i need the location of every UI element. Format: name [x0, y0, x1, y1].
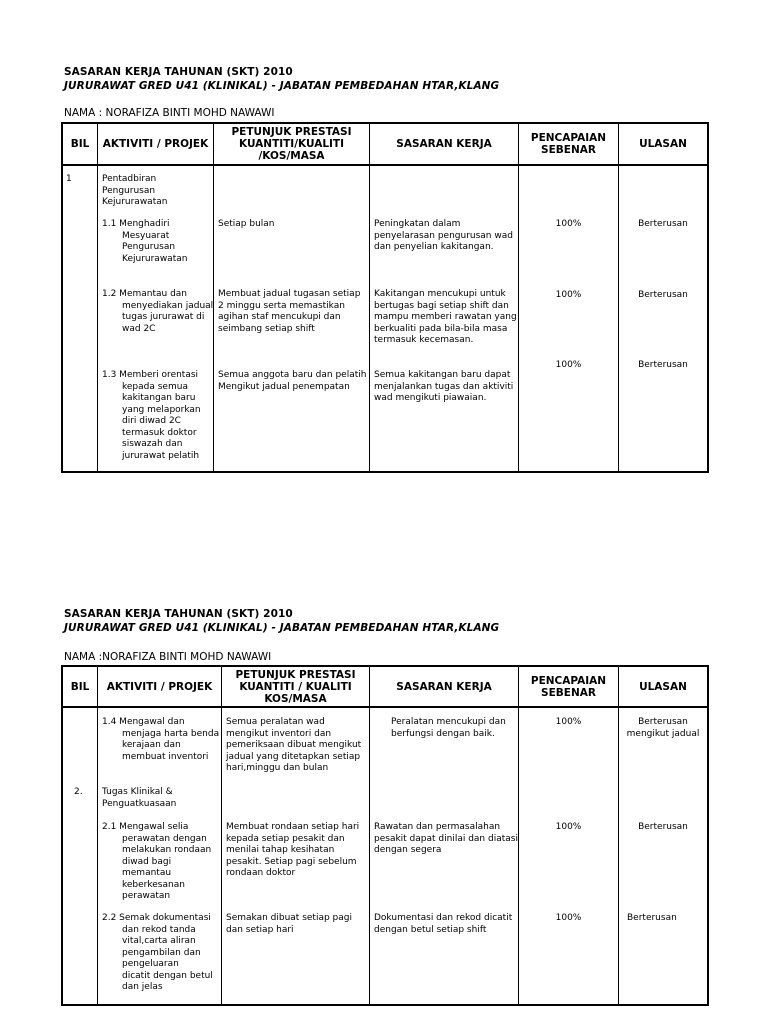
header-bil: BIL — [70, 138, 90, 150]
row-ulasan: Berterusan — [638, 822, 688, 832]
staff-name: NAMA :NORAFIZA BINTI MOHD NAWAWI — [64, 651, 272, 663]
row-ulasan: Berterusan mengikut jadual — [626, 717, 700, 739]
row-sasaran: Rawatan dan permasalahan pesakit dapat dinilai dan diatasi dengan segera — [374, 822, 518, 855]
row-petunjuk: Membuat rondaan setiap hari kepada setiap pesakit dan menilai tahap kesihatan pesakit. Setiap pagi sebelum rondaan doktor — [226, 822, 360, 878]
row-petunjuk: Semakan dibuat setiap pagi dan setiap hari — [226, 913, 352, 935]
row-sasaran: Semua kakitangan baru dapat menjalankan tugas dan aktiviti wad mengikuti piawaian. — [374, 370, 514, 403]
row-pencapaian: 100% — [555, 822, 582, 832]
document-title: SASARAN KERJA TAHUNAN (SKT) 2010 — [64, 66, 293, 78]
row-ulasan: Berterusan — [638, 360, 688, 370]
document-subtitle: JURURAWAT GRED U41 (KLINIKAL) - JABATAN PEMBEDAHAN HTAR,KLANG — [64, 622, 500, 634]
staff-name: NAMA : NORAFIZA BINTI MOHD NAWAWI — [64, 107, 275, 119]
header-aktiviti: AKTIVITI / PROJEK — [102, 138, 209, 150]
row-pencapaian: 100% — [555, 360, 582, 370]
row-aktiviti: 1.4 Mengawal dan menjaga harta benda kerajaan dan membuat inventori — [102, 717, 220, 762]
row-ulasan: Berterusan — [638, 219, 688, 229]
header-aktiviti: AKTIVITI / PROJEK — [106, 680, 213, 693]
header-bil: BIL — [70, 680, 90, 693]
row-aktiviti: 1.2 Memantau dan menyediakan jadual tugas jururawat di wad 2C — [102, 289, 214, 334]
row-pencapaian: 100% — [555, 219, 582, 229]
row-pencapaian: 100% — [555, 717, 582, 727]
row-ulasan: Berterusan — [627, 913, 677, 923]
row-pencapaian: 100% — [555, 913, 582, 923]
header-ulasan: ULASAN — [639, 138, 687, 150]
row-petunjuk: Semua peralatan wad mengikut inventori dan pemeriksaan dibuat mengikut jadual yang ditetapkan setiap hari,minggu dan bulan — [226, 717, 362, 773]
row-petunjuk: Membuat jadual tugasan setiap 2 minggu serta memastikan agihan staf mencukupi dan seimbang setiap shift — [218, 289, 361, 334]
skt-table-1 — [61, 122, 709, 473]
header-sasaran: SASARAN KERJA — [396, 680, 492, 693]
row-pencapaian: 100% — [555, 290, 582, 300]
bil-number: 2. — [74, 787, 83, 797]
row-aktiviti: 1.3 Memberi orentasi kepada semua kakitangan baru yang melaporkan diri diwad 2C termasuk doktor siswazah dan jururawat pelatih — [102, 370, 201, 461]
group-heading: Pentadbiran Pengurusan Kejururawatan — [102, 174, 168, 207]
row-ulasan: Berterusan — [638, 290, 688, 300]
row-petunjuk: Setiap bulan — [218, 219, 275, 229]
row-aktiviti: 2.1 Mengawal selia perawatan dengan melakukan rondaan diwad bagi memantau keberkesanan perawatan — [102, 822, 212, 901]
header-petunjuk: PETUNJUK PRESTASI KUANTITI / KUALITI KOS/MASA — [235, 668, 356, 705]
row-petunjuk: Semua anggota baru dan pelatih Mengikut jadual penempatan — [218, 370, 367, 392]
header-petunjuk: PETUNJUK PRESTASI KUANTITI/KUALITI /KOS/MASA — [231, 126, 352, 162]
bil-number: 1 — [66, 174, 72, 184]
header-pencapaian: PENCAPAIAN SEBENAR — [530, 674, 607, 699]
row-sasaran: Peralatan mencukupi dan berfungsi dengan baik. — [391, 717, 506, 739]
header-pencapaian: PENCAPAIAN SEBENAR — [530, 132, 607, 156]
group-heading: Tugas Klinikal & Penguatkuasaan — [102, 787, 177, 809]
header-sasaran: SASARAN KERJA — [396, 138, 492, 150]
document-subtitle: JURURAWAT GRED U41 (KLINIKAL) - JABATAN PEMBEDAHAN HTAR,KLANG — [64, 80, 500, 92]
row-aktiviti: 1.1 Menghadiri Mesyuarat Pengurusan Kejururawatan — [102, 219, 188, 264]
row-sasaran: Kakitangan mencukupi untuk bertugas bagi setiap shift dan mampu memberi rawatan yang berkualiti pada bila-bila masa termasuk kecemasan. — [374, 289, 517, 345]
row-aktiviti: 2.2 Semak dokumentasi dan rekod tanda vital,carta aliran pengambilan dan pengeluaran dicatit dengan betul dan jelas — [102, 913, 213, 992]
document-title: SASARAN KERJA TAHUNAN (SKT) 2010 — [64, 608, 293, 620]
header-ulasan: ULASAN — [639, 680, 687, 693]
skt-table-2 — [61, 665, 709, 1006]
row-sasaran: Peningkatan dalam penyelarasan pengurusan wad dan penyelian kakitangan. — [374, 219, 513, 252]
row-sasaran: Dokumentasi dan rekod dicatit dengan betul setiap shift — [374, 913, 513, 935]
